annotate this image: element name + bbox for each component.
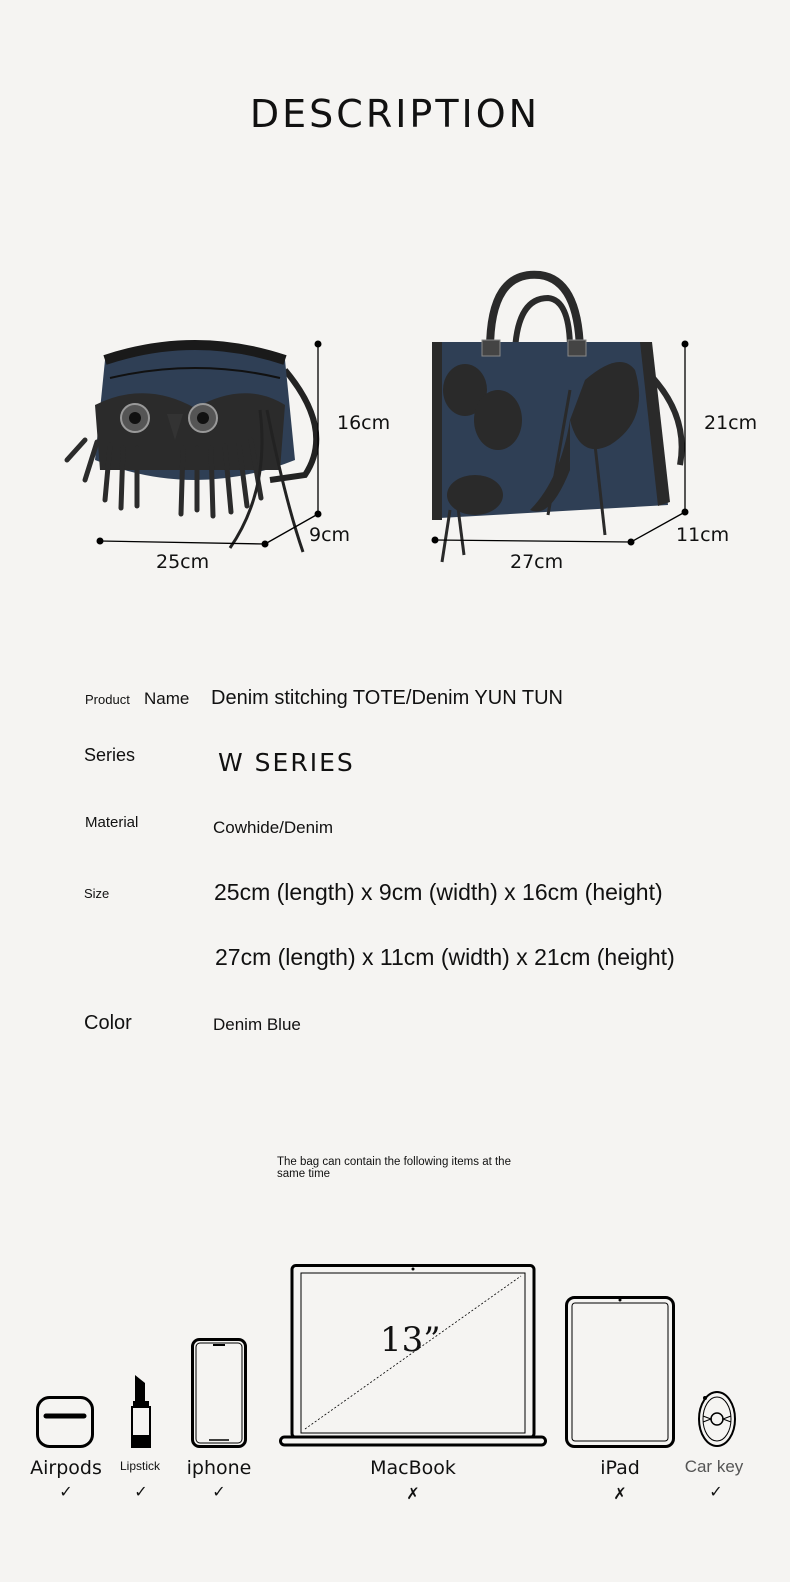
item-label-iphone: iphone	[186, 1457, 252, 1479]
size-value-tote: 27cm (length) x 11cm (width) x 21cm (height)	[215, 944, 675, 970]
tote-bag-length: 27cm	[510, 551, 564, 573]
product-name-value: Denim stitching TOTE/Denim YUN TUN	[211, 687, 563, 709]
owl-bag-image	[55, 330, 335, 560]
series-value: W SERIES	[218, 748, 355, 777]
item-label-ipad: iPad	[600, 1457, 640, 1479]
size-label: Size	[84, 886, 110, 901]
size-value-owl: 25cm (length) x 9cm (width) x 16cm (height)	[214, 879, 663, 905]
item-label-macbook: MacBook	[370, 1457, 456, 1479]
fits-mark-ipad: ✗	[613, 1486, 627, 1503]
product-name-label-small: Product	[85, 692, 130, 707]
iphone-icon	[191, 1338, 247, 1448]
fits-mark-airpods: ✓	[59, 1484, 73, 1501]
item-label-lipstick: Lipstick	[119, 1459, 160, 1473]
page-title: DESCRIPTION	[249, 92, 541, 136]
capacity-note: The bag can contain the following items at the same time	[277, 1156, 511, 1180]
ipad-icon	[565, 1296, 675, 1448]
fits-mark-lipstick: ✓	[134, 1484, 148, 1501]
owl-bag-height: 16cm	[337, 412, 391, 434]
material-label: Material	[85, 814, 139, 831]
airpods-case-icon	[36, 1396, 94, 1448]
owl-bag-length: 25cm	[156, 551, 210, 573]
material-value: Cowhide/Denim	[213, 818, 333, 837]
car-key-icon	[697, 1390, 737, 1448]
tote-bag-image	[420, 270, 700, 570]
fits-mark-macbook: ✗	[406, 1486, 420, 1503]
tote-bag-height: 21cm	[704, 412, 758, 434]
macbook-screen-size: 13”	[380, 1320, 441, 1360]
product-name-label: Name	[144, 689, 190, 708]
fits-mark-iphone: ✓	[212, 1484, 226, 1501]
color-value: Denim Blue	[213, 1015, 301, 1034]
item-label-airpods: Airpods	[30, 1457, 102, 1479]
series-label: Series	[84, 745, 136, 765]
item-label-car-key: Car key	[684, 1457, 744, 1476]
lipstick-icon	[129, 1375, 153, 1449]
color-label: Color	[84, 1012, 132, 1034]
owl-bag-depth: 9cm	[309, 524, 351, 546]
tote-bag-depth: 11cm	[676, 524, 730, 546]
fits-mark-car-key: ✓	[709, 1484, 723, 1501]
